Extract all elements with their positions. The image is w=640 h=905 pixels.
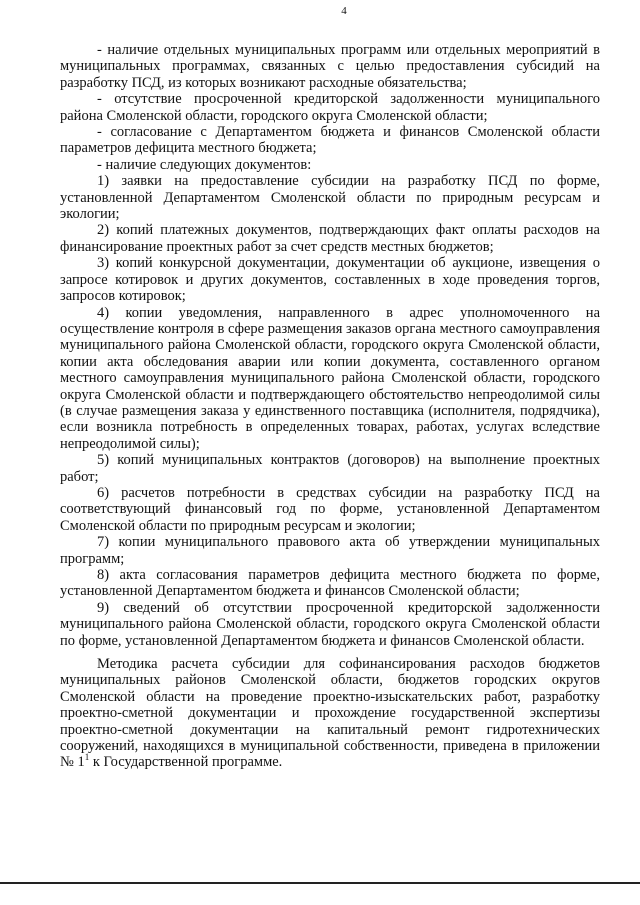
list-item: 3) копий конкурсной документации, документации об аукционе, извещения о запросе котировок и других документов, составленных в ходе проведения торгов, запросов котировок;: [60, 255, 600, 305]
paragraph: - наличие отдельных муниципальных программ или отдельных мероприятий в муниципальных программах, связанных с целью предоставления субсидий на разработку ПСД, из которых возникают расходные обязательства;: [60, 42, 600, 91]
list-item: 1) заявки на предоставление субсидии на разработку ПСД по форме, установленной Департаментом Смоленской области по природным ресурсам и экологии;: [60, 173, 600, 223]
document-page: [60, 0, 600, 771]
paragraph: - отсутствие просроченной кредиторской задолженности муниципального района Смоленской области, городского округа Смоленской области;: [60, 91, 600, 124]
page-number: 4: [341, 5, 347, 17]
paragraph: - согласование с Департаментом бюджета и финансов Смоленской области параметров дефицита местного бюджета;: [60, 124, 600, 157]
list-item: 6) расчетов потребности в средствах субсидии на разработку ПСД на соответствующий финансовый год по форме, установленной Департаментом Смоленской области по природным ресурсам и экологии;: [60, 484, 600, 534]
list-item: 5) копий муниципальных контрактов (договоров) на выполнение проектных работ;: [60, 452, 600, 485]
list-item: 9) сведений об отсутствии просроченной кредиторской задолженности муниципального района Смоленской области, городского округа Смоленской области по форме, установленной Департаментом бюджета и финансов Смоленской области.: [60, 599, 600, 649]
list-item: 8) акта согласования параметров дефицита местного бюджета по форме, установленной Департаментом бюджета и финансов Смоленской области;: [60, 567, 600, 600]
list-item: 4) копии уведомления, направленного в адрес уполномоченного на осуществление контроля в сфере размещения заказов органа местного самоуправления муниципального района Смоленской области, городского округа Смоленской области, копии акта обследования аварии или копии документа, составленного органом местного самоуправления муниципального района Смоленской области, городского округа Смоленской области и подтверждающего обстоятельство непреодолимой силы (в случае размещения заказа у единственного поставщика (исполнителя, подрядчика), если возникла потребность в определенных товарах, работах, услугах вследствие непреодолимой силы);: [60, 304, 600, 452]
superscript: 1: [84, 752, 90, 763]
paragraph: - наличие следующих документов:: [97, 156, 312, 173]
methodology-text: Методика расчета субсидии для софинансирования расходов бюджетов муниципальных районов Смоленской области, бюджетов городских округов Смоленской области на проведение проектно-изыскательских работ, разработку проектно-сметной документации и прохождение государственной экспертизы проектно-сметной документации на капитальный ремонт гидротехнических сооружений, находящихся в муниципальной собственности, приведена в приложении № 1: [60, 656, 600, 771]
methodology-suffix: к Государственной программе.: [89, 754, 283, 771]
bottom-rule: [0, 882, 640, 884]
list-item: 7) копии муниципального правового акта об утверждении муниципальных программ;: [60, 534, 600, 567]
methodology-paragraph: [60, 656, 600, 771]
list-item: 2) копий платежных документов, подтверждающих факт оплаты расходов на финансирование проектных работ за счет средств местных бюджетов;: [60, 222, 600, 255]
